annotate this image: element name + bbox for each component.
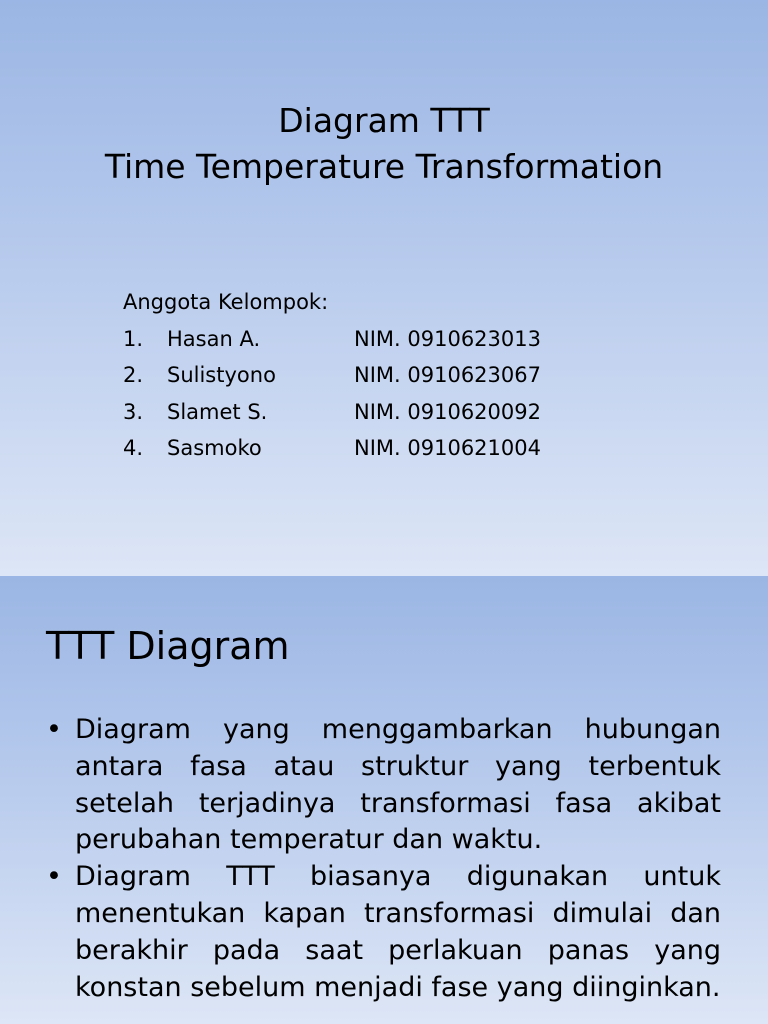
member-list: [123, 284, 541, 467]
member-number: 1.: [123, 326, 144, 351]
member-row: [123, 357, 541, 394]
member-row: [123, 321, 541, 358]
bullet-item: [46, 859, 721, 1006]
bullet-text: Diagram TTT biasanya digunakan untuk menentukan kapan transformasi dimulai dan berakhir pada saat perlakuan panas yang konstan sebelum menjadi fase yang diinginkan.: [75, 861, 721, 1003]
member-number: 2.: [123, 363, 144, 387]
member-number: 4.: [123, 436, 144, 460]
member-name: Slamet S.: [167, 399, 268, 424]
members-heading: Anggota Kelompok:: [123, 290, 329, 314]
member-name: Sasmoko: [167, 436, 262, 460]
title-line-1: Diagram TTT: [278, 101, 490, 140]
member-nim: NIM. 0910623067: [354, 363, 541, 387]
slide-title: TTT Diagram: [46, 624, 290, 668]
content-slide: [0, 576, 768, 1024]
bullet-item: [46, 712, 721, 859]
bullet-icon: •: [46, 714, 62, 745]
bullet-list: [46, 712, 721, 1006]
member-row: [123, 430, 541, 467]
member-name: Sulistyono: [167, 363, 276, 387]
member-name: Hasan A.: [167, 326, 261, 351]
bullet-icon: •: [46, 861, 62, 893]
bullet-text: Diagram yang menggambarkan hubungan antara fasa atau struktur yang terbentuk setelah terjadinya transformasi fasa akibat perubahan temperatur dan waktu.: [75, 714, 721, 856]
member-nim: NIM. 0910621004: [354, 436, 541, 460]
member-nim: NIM. 0910620092: [354, 399, 541, 424]
member-number: 3.: [123, 399, 144, 424]
member-row: [123, 394, 541, 431]
slide-title: [0, 98, 768, 190]
title-line-2: Time Temperature Transformation: [104, 147, 664, 186]
member-nim: NIM. 0910623013: [354, 326, 541, 351]
